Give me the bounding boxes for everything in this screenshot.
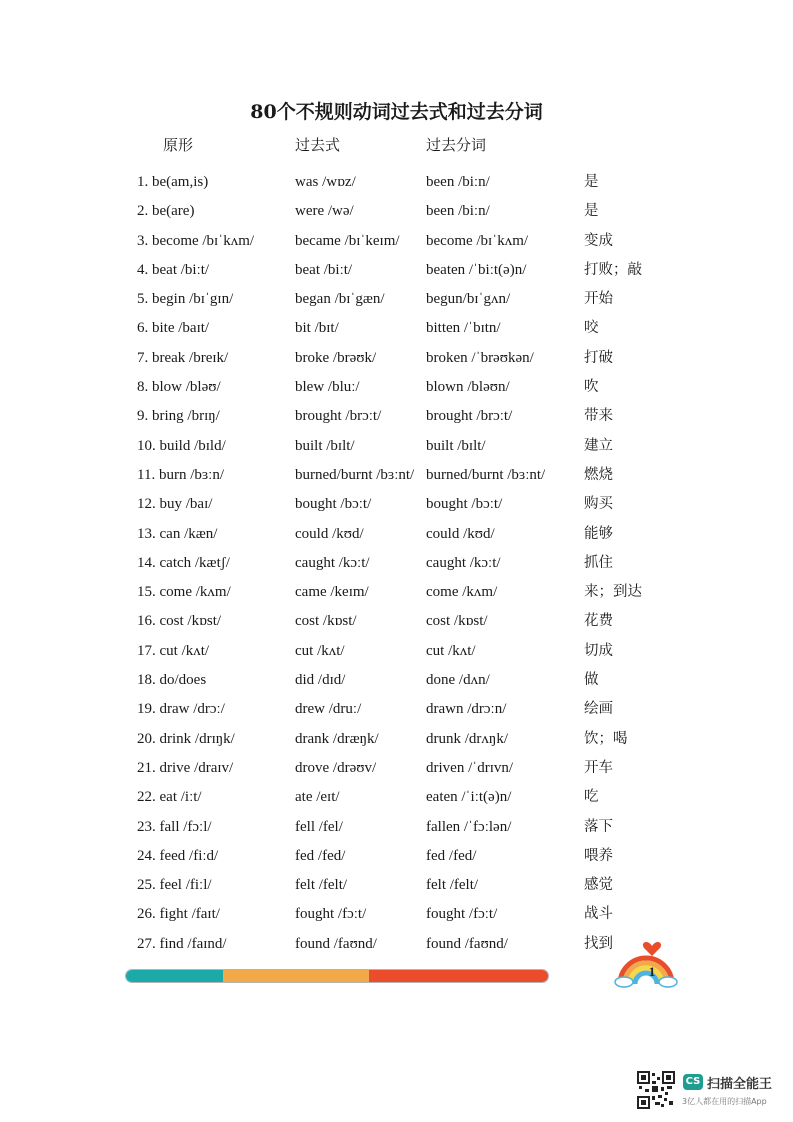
table-row: [0, 373, 793, 402]
past-participle-cell: bought /bɔːt/: [426, 496, 503, 513]
camscanner-tagline: 3亿人都在用的扫描App: [682, 1097, 767, 1106]
table-row: [0, 783, 793, 812]
meaning-cell: 能够: [584, 525, 613, 542]
base-form-cell: 26. fight /faɪt/: [137, 906, 220, 923]
meaning-cell: 抓住: [584, 554, 613, 571]
past-tense-cell: brought /brɔːt/: [295, 408, 382, 425]
table-row: [0, 725, 793, 754]
table-row: [0, 637, 793, 666]
meaning-cell: 开车: [584, 759, 613, 776]
past-participle-cell: fed /fed/: [426, 847, 477, 864]
meaning-cell: 是: [584, 203, 599, 220]
base-form-cell: 17. cut /kʌt/: [137, 642, 210, 659]
past-tense-cell: beat /biːt/: [295, 261, 353, 278]
table-row: [0, 314, 793, 343]
past-participle-cell: fallen /ˈfɔːlən/: [426, 818, 512, 835]
progress-segment-red: [369, 970, 548, 982]
base-form-cell: 3. become /bɪˈkʌm/: [137, 232, 255, 249]
rainbow-icon: [614, 934, 678, 993]
past-tense-cell: were /wə/: [295, 203, 354, 220]
past-participle-cell: drawn /drɔːn/: [426, 701, 507, 718]
base-form-cell: 22. eat /iːt/: [137, 789, 202, 806]
past-participle-cell: found /faʊnd/: [426, 935, 508, 952]
meaning-cell: 吃: [584, 789, 599, 806]
header-base-form: 原形: [163, 136, 194, 154]
table-row: [0, 168, 793, 197]
progress-bar: [125, 969, 549, 983]
base-form-cell: 13. can /kæn/: [137, 525, 218, 542]
table-row: [0, 900, 793, 929]
table-row: [0, 549, 793, 578]
table-row: [0, 813, 793, 842]
past-tense-cell: fought /fɔːt/: [295, 906, 367, 923]
base-form-cell: 6. bite /baɪt/: [137, 320, 210, 337]
base-form-cell: 1. be(am,is): [137, 174, 209, 190]
past-tense-cell: cut /kʌt/: [295, 642, 345, 659]
meaning-cell: 感觉: [584, 877, 613, 894]
past-participle-cell: bitten /ˈbɪtn/: [426, 320, 501, 337]
base-form-cell: 24. feed /fiːd/: [137, 847, 219, 864]
table-row: [0, 490, 793, 519]
past-tense-cell: cost /kɒst/: [295, 613, 357, 630]
past-tense-cell: did /dɪd/: [295, 672, 346, 689]
table-row: [0, 256, 793, 285]
past-participle-cell: brought /brɔːt/: [426, 408, 513, 425]
base-form-cell: 19. draw /drɔː/: [137, 701, 225, 718]
past-participle-cell: become /bɪˈkʌm/: [426, 232, 529, 249]
verb-table: [0, 168, 793, 959]
base-form-cell: 23. fall /fɔːl/: [137, 818, 212, 835]
page-number: 1: [648, 964, 656, 979]
past-participle-cell: driven /ˈdrɪvn/: [426, 759, 514, 776]
past-tense-cell: burned/burnt /bɜːnt/: [295, 466, 415, 483]
header-past-tense: 过去式: [295, 136, 341, 154]
meaning-cell: 打败；敲: [584, 261, 642, 278]
table-row: [0, 461, 793, 490]
table-row: [0, 285, 793, 314]
past-participle-cell: built /bɪlt/: [426, 437, 486, 454]
past-tense-cell: drank /dræŋk/: [295, 730, 379, 747]
past-tense-cell: found /faʊnd/: [295, 935, 377, 952]
meaning-cell: 花费: [584, 613, 613, 630]
past-participle-cell: come /kʌm/: [426, 584, 498, 601]
past-tense-cell: bought /bɔːt/: [295, 496, 372, 513]
meaning-cell: 咬: [584, 320, 599, 337]
meaning-cell: 找到: [584, 935, 613, 952]
past-participle-cell: felt /felt/: [426, 877, 479, 894]
past-participle-cell: cut /kʌt/: [426, 642, 476, 659]
base-form-cell: 11. burn /bɜːn/: [137, 466, 224, 483]
past-participle-cell: broken /ˈbrəʊkən/: [426, 349, 534, 366]
base-form-cell: 12. buy /baɪ/: [137, 496, 213, 513]
past-participle-cell: done /dʌn/: [426, 672, 490, 689]
header-past-participle: 过去分词: [426, 136, 487, 154]
base-form-cell: 9. bring /brɪŋ/: [137, 408, 220, 425]
table-row: [0, 607, 793, 636]
table-row: [0, 344, 793, 373]
past-tense-cell: was /wɒz/: [295, 174, 356, 190]
page-title: 80个不规则动词过去式和过去分词: [250, 101, 543, 123]
past-participle-cell: blown /bləʊn/: [426, 379, 510, 396]
base-form-cell: 14. catch /kætʃ/: [137, 554, 230, 571]
base-form-cell: 4. beat /biːt/: [137, 261, 210, 278]
qr-code-icon: [637, 1071, 675, 1114]
base-form-cell: 20. drink /drɪŋk/: [137, 730, 235, 747]
table-row: [0, 432, 793, 461]
past-tense-cell: drew /druː/: [295, 701, 362, 718]
meaning-cell: 绘画: [584, 701, 613, 718]
meaning-cell: 吹: [584, 379, 599, 396]
meaning-cell: 打破: [584, 349, 613, 366]
past-participle-cell: cost /kɒst/: [426, 613, 488, 630]
past-tense-cell: began /bɪˈgæn/: [295, 291, 385, 308]
progress-segment-orange: [223, 970, 369, 982]
table-row: [0, 402, 793, 431]
base-form-cell: 8. blow /bləʊ/: [137, 379, 221, 396]
past-tense-cell: came /keɪm/: [295, 584, 369, 601]
past-tense-cell: built /bɪlt/: [295, 437, 355, 454]
table-row: [0, 666, 793, 695]
progress-segment-teal: [126, 970, 223, 982]
base-form-cell: 7. break /breɪk/: [137, 349, 229, 366]
camscanner-brand-name: 扫描全能王: [707, 1077, 773, 1092]
meaning-cell: 是: [584, 174, 599, 190]
base-form-cell: 21. drive /draɪv/: [137, 759, 234, 776]
meaning-cell: 喂养: [584, 847, 613, 864]
base-form-cell: 5. begin /bɪˈgɪn/: [137, 291, 234, 308]
past-tense-cell: could /kʊd/: [295, 525, 364, 542]
base-form-cell: 2. be(are): [137, 203, 195, 220]
meaning-cell: 做: [584, 672, 599, 689]
past-participle-cell: been /biːn/: [426, 174, 490, 190]
meaning-cell: 来；到达: [584, 584, 642, 601]
base-form-cell: 15. come /kʌm/: [137, 584, 231, 601]
past-participle-cell: beaten /ˈbiːt(ə)n/: [426, 261, 527, 278]
table-row: [0, 842, 793, 871]
past-participle-cell: been /biːn/: [426, 203, 490, 220]
table-row: [0, 871, 793, 900]
past-participle-cell: burned/burnt /bɜːnt/: [426, 466, 546, 483]
table-row: [0, 754, 793, 783]
meaning-cell: 开始: [584, 291, 613, 308]
past-participle-cell: fought /fɔːt/: [426, 906, 498, 923]
meaning-cell: 建立: [584, 437, 613, 454]
table-row: [0, 520, 793, 549]
past-tense-cell: ate /eɪt/: [295, 789, 340, 806]
past-tense-cell: became /bɪˈkeɪm/: [295, 232, 400, 249]
past-participle-cell: caught /kɔːt/: [426, 554, 501, 571]
base-form-cell: 25. feel /fiːl/: [137, 877, 212, 894]
past-participle-cell: begun/bɪˈgʌn/: [426, 291, 511, 308]
table-row: [0, 197, 793, 226]
base-form-cell: 16. cost /kɒst/: [137, 613, 222, 630]
base-form-cell: 27. find /faɪnd/: [137, 935, 227, 952]
past-tense-cell: caught /kɔːt/: [295, 554, 370, 571]
base-form-cell: 10. build /bɪld/: [137, 437, 226, 454]
past-tense-cell: fell /fel/: [295, 818, 343, 835]
past-tense-cell: drove /drəʊv/: [295, 759, 377, 776]
meaning-cell: 战斗: [584, 906, 613, 923]
table-row: [0, 578, 793, 607]
base-form-cell: 18. do/does: [137, 672, 207, 689]
table-row: [0, 695, 793, 724]
past-participle-cell: drunk /drʌŋk/: [426, 730, 508, 747]
table-row: [0, 227, 793, 256]
past-tense-cell: broke /brəʊk/: [295, 349, 377, 366]
meaning-cell: 变成: [584, 232, 613, 249]
past-tense-cell: blew /bluː/: [295, 379, 360, 396]
meaning-cell: 饮；喝: [584, 730, 628, 747]
past-participle-cell: eaten /ˈiːt(ə)n/: [426, 789, 512, 806]
meaning-cell: 燃烧: [584, 466, 613, 483]
camscanner-logo: CS: [683, 1074, 703, 1090]
past-tense-cell: felt /felt/: [295, 877, 348, 894]
past-tense-cell: fed /fed/: [295, 847, 346, 864]
meaning-cell: 带来: [584, 408, 613, 425]
past-tense-cell: bit /bɪt/: [295, 320, 339, 337]
past-participle-cell: could /kʊd/: [426, 525, 495, 542]
meaning-cell: 切成: [584, 642, 613, 659]
meaning-cell: 落下: [584, 818, 613, 835]
meaning-cell: 购买: [584, 496, 613, 513]
